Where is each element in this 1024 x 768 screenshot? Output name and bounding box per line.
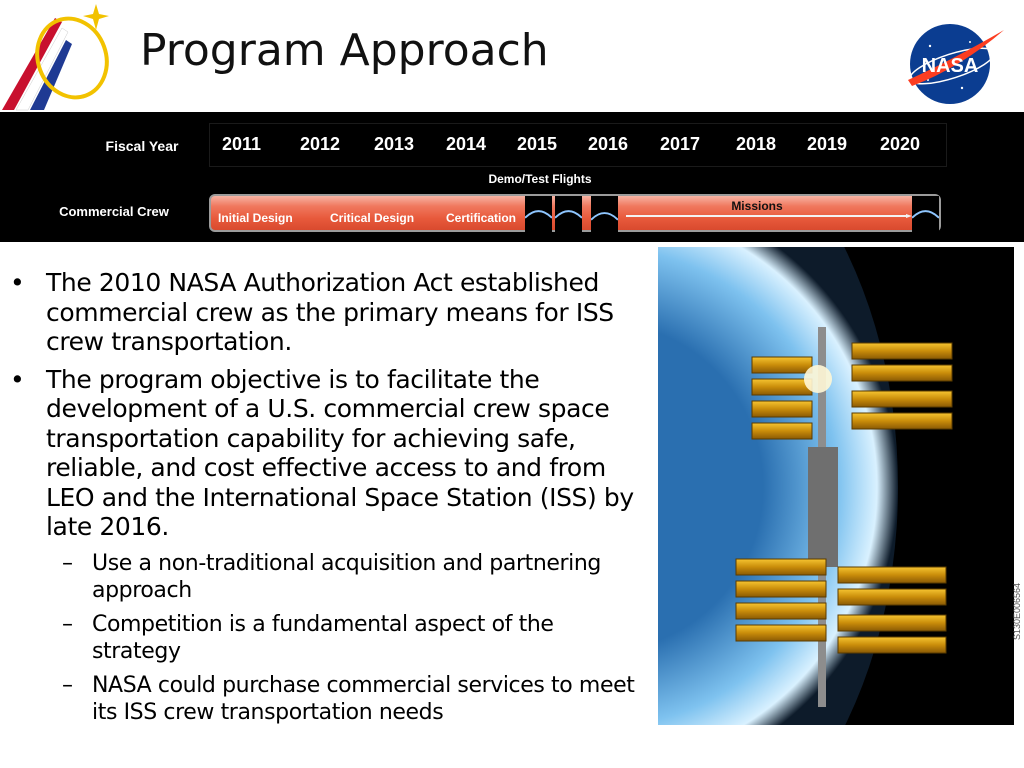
slide-title: Program Approach: [140, 25, 549, 76]
mission-flight-icon: [912, 196, 939, 232]
missions-label: Missions: [731, 199, 783, 213]
bullet-list: [8, 268, 638, 733]
bullet-item: • The program objective is to facilitate the development of a U.S. commercial crew space transportation capability for achieving safe, reliable, and cost effective access to and from LEO and the International Space Station (ISS) by late 2016.: [10, 364, 634, 541]
sub-bullet-item: – NASA could purchase commercial services to meet its ISS crew transportation needs: [62, 672, 635, 725]
year-label: 2014: [446, 134, 487, 154]
sub-bullet-item: – Use a non-traditional acquisition and partnering approach: [62, 550, 601, 603]
fiscal-year-label: Fiscal Year: [105, 138, 179, 154]
missions-arrow: [626, 214, 912, 218]
commercial-crew-label: Commercial Crew: [59, 204, 169, 219]
demo-flight-icon: [591, 196, 618, 232]
demo-flight-icon: [555, 196, 582, 232]
sub-bullet-text: Use a non-traditional acquisition and partnering approach: [92, 550, 601, 603]
phase-certification: Certification: [446, 211, 517, 225]
iss-photo: [658, 247, 1014, 725]
year-label: 2020: [880, 134, 921, 154]
sub-bullet-text: NASA could purchase commercial services to meet its ISS crew transportation needs: [92, 672, 635, 725]
year-label: 2012: [300, 134, 341, 154]
bullet-text: The 2010 NASA Authorization Act established commercial crew as the primary means for ISS crew transportation.: [46, 268, 614, 356]
year-label: 2011: [222, 134, 262, 154]
year-label: 2015: [517, 134, 558, 154]
phase-critical-design: Critical Design: [330, 211, 415, 225]
sub-bullet-item: – Competition is a fundamental aspect of the strategy: [62, 611, 554, 664]
commercial-crew-program-logo: [0, 0, 115, 112]
year-label: 2019: [807, 134, 848, 154]
year-label: 2018: [736, 134, 777, 154]
bullet-item: • The 2010 NASA Authorization Act established commercial crew as the primary means for ISS crew transportation.: [10, 268, 614, 356]
bullet-text: The program objective is to facilitate the development of a U.S. commercial crew space transportation capability for achieving safe, reliable, and cost effective access to and from LEO and the International Space Station (ISS) by late 2016.: [46, 364, 634, 541]
phase-initial-design: Initial Design: [218, 211, 293, 225]
photo-id: S130E006564: [1012, 582, 1022, 640]
demo-test-flights-label: Demo/Test Flights: [488, 172, 592, 186]
nasa-logo: [900, 16, 1008, 106]
year-label: 2017: [660, 134, 701, 154]
sub-bullet-text: Competition is a fundamental aspect of the strategy: [92, 611, 554, 664]
demo-flight-icon: [525, 196, 552, 232]
year-label: 2016: [588, 134, 629, 154]
nasa-logo-text: NASA: [921, 55, 979, 77]
year-label: 2013: [374, 134, 415, 154]
